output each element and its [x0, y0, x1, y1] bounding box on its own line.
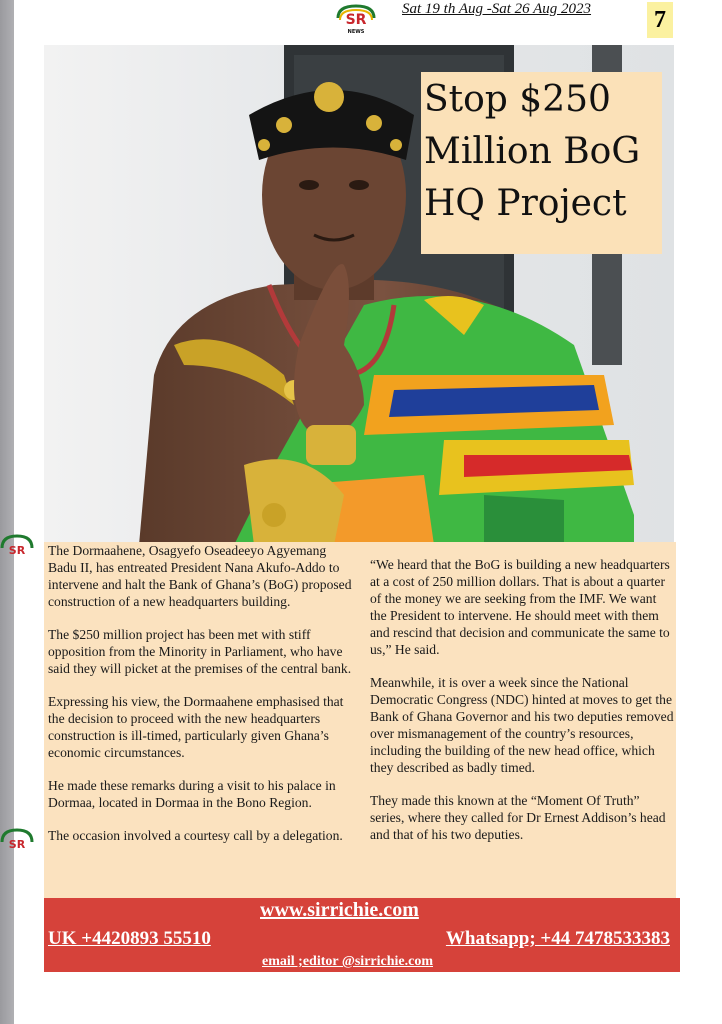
whatsapp-number[interactable]: Whatsapp; +44 7478533383 — [445, 928, 670, 949]
uk-phone-number[interactable]: UK +4420893 55510 — [48, 928, 211, 949]
page-number: 7 — [647, 2, 673, 38]
issue-date-range: Sat 19 th Aug -Sat 26 Aug 2023 — [402, 1, 592, 17]
sirrichie-side-logo-icon — [0, 532, 34, 562]
article-column-left — [48, 542, 356, 860]
article-body — [44, 542, 676, 898]
sirrichie-news-logo-icon — [334, 2, 378, 36]
headline: Stop $250 Million BoG HQ Project — [424, 79, 641, 224]
website-link[interactable]: www.sirrichie.com — [260, 899, 419, 921]
article-paragraph: The $250 million project has been met with stiff opposition from the Minority in Parliament, who have said they will picket at the premises of the central bank. — [48, 627, 352, 676]
email-link[interactable]: email ;editor @sirrichie.com — [262, 954, 433, 969]
article-paragraph: “We heard that the BoG is building a new headquarters at a cost of 250 million dollars. That is about a quarter of the money we are seeking from the IMF. We want the President to intervene. He should meet with them and rescind that decision and communicate the same to us,” He said. — [370, 557, 670, 657]
article-paragraph: Meanwhile, it is over a week since the National Democratic Congress (NDC) hinted at moves to get the Bank of Ghana Governor and his two deputies removed over mismanagement of the country’s resources, including the building of the new head office, which they described as badly timed. — [370, 675, 674, 775]
contact-footer — [44, 898, 680, 972]
svg-text:SR: SR — [8, 838, 26, 851]
article-paragraph: Expressing his view, the Dormaahene emphasised that the decision to proceed with the new headquarters construction is ill-timed, particularly given Ghana’s economic circumstances. — [48, 694, 344, 760]
svg-text:SR: SR — [8, 544, 26, 557]
article-paragraph: He made these remarks during a visit to his palace in Dormaa, located in Dormaa in the Bono Region. — [48, 778, 336, 810]
article-column-right — [370, 556, 676, 859]
svg-text:SR: SR — [345, 12, 367, 28]
article-paragraph: The Dormaahene, Osagyefo Oseadeeyo Agyemang Badu II, has entreated President Nana Akufo-Addo to intervene and halt the Bank of Ghana’s (BoG) proposed construction of a new headquarters building. — [48, 543, 352, 609]
article-paragraph: The occasion involved a courtesy call by a delegation. — [48, 828, 343, 843]
sirrichie-side-logo-icon — [0, 826, 34, 856]
article-paragraph: They made this known at the “Moment Of Truth” series, where they called for Dr Ernest Addison’s head and that of his two deputies. — [370, 793, 666, 842]
svg-text:NEWS: NEWS — [347, 29, 365, 35]
